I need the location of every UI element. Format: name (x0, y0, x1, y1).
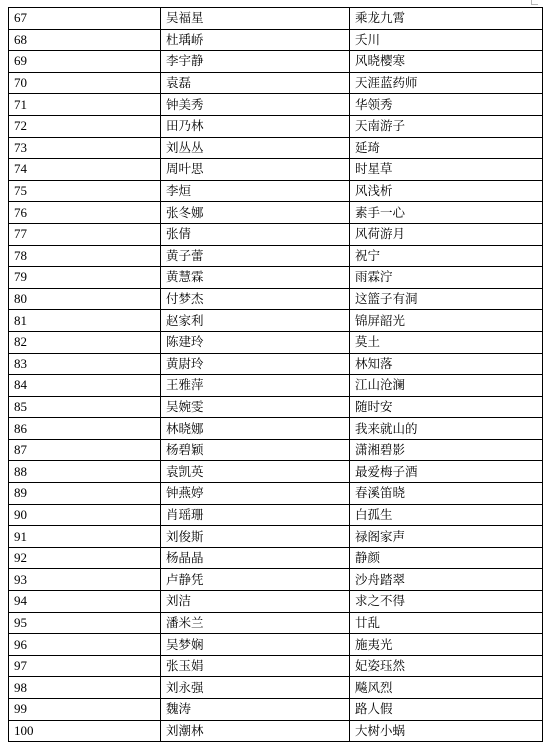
row-number-cell: 89 (9, 483, 161, 505)
name-cell: 付梦杰 (161, 288, 350, 310)
roster-table-body (9, 8, 543, 742)
table-row (9, 461, 543, 483)
row-number-cell: 81 (9, 310, 161, 332)
alias-cell: 素手一心 (350, 202, 543, 224)
table-row (9, 612, 543, 634)
name-cell: 刘永强 (161, 677, 350, 699)
row-number-cell: 76 (9, 202, 161, 224)
row-number-cell: 69 (9, 51, 161, 73)
table-row (9, 72, 543, 94)
table-row (9, 51, 543, 73)
table-row (9, 353, 543, 375)
roster-table (8, 7, 543, 742)
table-row (9, 439, 543, 461)
alias-cell: 江山沧澜 (350, 375, 543, 397)
alias-cell: 春溪笛晓 (350, 483, 543, 505)
alias-cell: 风荷游月 (350, 223, 543, 245)
alias-cell: 时星草 (350, 159, 543, 181)
table-row (9, 159, 543, 181)
table-row (9, 245, 543, 267)
alias-cell: 风晓樱寒 (350, 51, 543, 73)
table-row (9, 677, 543, 699)
table-row (9, 396, 543, 418)
alias-cell: 最爱梅子酒 (350, 461, 543, 483)
row-number-cell: 91 (9, 526, 161, 548)
name-cell: 陈建玲 (161, 331, 350, 353)
table-row (9, 375, 543, 397)
alias-cell: 随时安 (350, 396, 543, 418)
alias-cell: 延琦 (350, 137, 543, 159)
name-cell: 钟美秀 (161, 94, 350, 116)
table-row (9, 180, 543, 202)
name-cell: 林晓娜 (161, 418, 350, 440)
name-cell: 刘潮林 (161, 720, 350, 742)
table-row (9, 94, 543, 116)
row-number-cell: 79 (9, 267, 161, 289)
name-cell: 刘俊斯 (161, 526, 350, 548)
table-row (9, 8, 543, 30)
name-cell: 张冬娜 (161, 202, 350, 224)
row-number-cell: 90 (9, 504, 161, 526)
alias-cell: 雨霖泞 (350, 267, 543, 289)
table-row (9, 331, 543, 353)
alias-cell: 天涯蓝药师 (350, 72, 543, 94)
alias-cell: 这篮子有洞 (350, 288, 543, 310)
row-number-cell: 98 (9, 677, 161, 699)
name-cell: 黄慧霖 (161, 267, 350, 289)
row-number-cell: 75 (9, 180, 161, 202)
table-row (9, 720, 543, 742)
table-row (9, 310, 543, 332)
name-cell: 吴婉雯 (161, 396, 350, 418)
row-number-cell: 84 (9, 375, 161, 397)
row-number-cell: 85 (9, 396, 161, 418)
alias-cell: 沙舟踏翠 (350, 569, 543, 591)
alias-cell: 乘龙九霄 (350, 8, 543, 30)
row-number-cell: 68 (9, 29, 161, 51)
table-row (9, 418, 543, 440)
alias-cell: 祝宁 (350, 245, 543, 267)
row-number-cell: 97 (9, 655, 161, 677)
name-cell: 袁凯英 (161, 461, 350, 483)
row-number-cell: 82 (9, 331, 161, 353)
row-number-cell: 83 (9, 353, 161, 375)
alias-cell: 静颜 (350, 547, 543, 569)
row-number-cell: 70 (9, 72, 161, 94)
alias-cell: 白孤生 (350, 504, 543, 526)
name-cell: 卢静凭 (161, 569, 350, 591)
alias-cell: 求之不得 (350, 591, 543, 613)
name-cell: 李烜 (161, 180, 350, 202)
table-row (9, 29, 543, 51)
table-row (9, 223, 543, 245)
row-number-cell: 72 (9, 115, 161, 137)
row-number-cell: 73 (9, 137, 161, 159)
row-number-cell: 77 (9, 223, 161, 245)
name-cell: 杨晶晶 (161, 547, 350, 569)
row-number-cell: 78 (9, 245, 161, 267)
alias-cell: 我来就山的 (350, 418, 543, 440)
name-cell: 刘丛丛 (161, 137, 350, 159)
alias-cell: 锦屏韶光 (350, 310, 543, 332)
name-cell: 黄子蕾 (161, 245, 350, 267)
name-cell: 吴福星 (161, 8, 350, 30)
table-row (9, 483, 543, 505)
alias-cell: 夭川 (350, 29, 543, 51)
name-cell: 魏涛 (161, 699, 350, 721)
name-cell: 黄尉玲 (161, 353, 350, 375)
table-row (9, 526, 543, 548)
row-number-cell: 74 (9, 159, 161, 181)
name-cell: 钟燕婷 (161, 483, 350, 505)
table-row (9, 267, 543, 289)
name-cell: 王雅萍 (161, 375, 350, 397)
row-number-cell: 87 (9, 439, 161, 461)
alias-cell: 路人假 (350, 699, 543, 721)
row-number-cell: 71 (9, 94, 161, 116)
name-cell: 田乃林 (161, 115, 350, 137)
name-cell: 袁磊 (161, 72, 350, 94)
alias-cell: 施夷光 (350, 634, 543, 656)
table-row (9, 547, 543, 569)
name-cell: 张玉娟 (161, 655, 350, 677)
alias-cell: 华领秀 (350, 94, 543, 116)
alias-cell: 莫土 (350, 331, 543, 353)
row-number-cell: 95 (9, 612, 161, 634)
table-row (9, 569, 543, 591)
name-cell: 杨碧颖 (161, 439, 350, 461)
table-row (9, 634, 543, 656)
name-cell: 周叶思 (161, 159, 350, 181)
table-row (9, 655, 543, 677)
table-row (9, 137, 543, 159)
name-cell: 潘米兰 (161, 612, 350, 634)
row-number-cell: 100 (9, 720, 161, 742)
row-number-cell: 88 (9, 461, 161, 483)
row-number-cell: 93 (9, 569, 161, 591)
row-number-cell: 96 (9, 634, 161, 656)
page-corner-mark (531, 0, 538, 5)
table-row (9, 202, 543, 224)
row-number-cell: 94 (9, 591, 161, 613)
row-number-cell: 67 (9, 8, 161, 30)
alias-cell: 大树小蜗 (350, 720, 543, 742)
alias-cell: 风浅析 (350, 180, 543, 202)
alias-cell: 廿乱 (350, 612, 543, 634)
name-cell: 吴梦娴 (161, 634, 350, 656)
table-row (9, 288, 543, 310)
name-cell: 张倩 (161, 223, 350, 245)
name-cell: 李宇静 (161, 51, 350, 73)
row-number-cell: 80 (9, 288, 161, 310)
name-cell: 肖瑶珊 (161, 504, 350, 526)
alias-cell: 禄阁家声 (350, 526, 543, 548)
name-cell: 赵家利 (161, 310, 350, 332)
alias-cell: 潇湘碧影 (350, 439, 543, 461)
table-row (9, 699, 543, 721)
alias-cell: 妃姿珏然 (350, 655, 543, 677)
row-number-cell: 86 (9, 418, 161, 440)
row-number-cell: 99 (9, 699, 161, 721)
row-number-cell: 92 (9, 547, 161, 569)
alias-cell: 林知落 (350, 353, 543, 375)
table-row (9, 591, 543, 613)
alias-cell: 天南游子 (350, 115, 543, 137)
table-row (9, 115, 543, 137)
name-cell: 刘洁 (161, 591, 350, 613)
alias-cell: 飚风烈 (350, 677, 543, 699)
table-row (9, 504, 543, 526)
name-cell: 杜瑀峤 (161, 29, 350, 51)
